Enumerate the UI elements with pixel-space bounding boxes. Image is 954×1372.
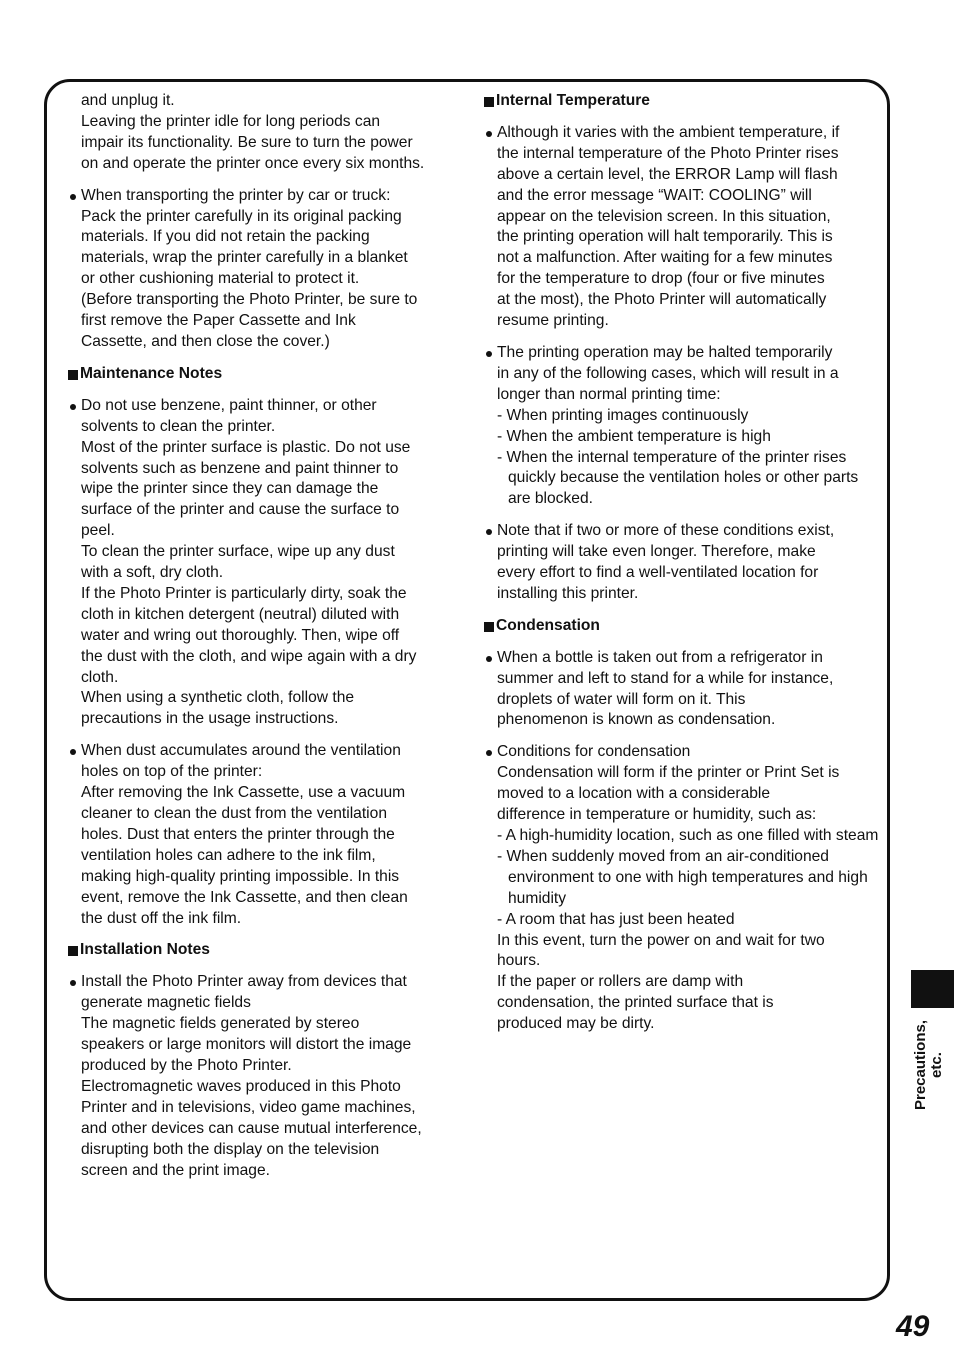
maintenance-bullet-dust bbox=[66, 741, 464, 929]
text-line: produced may be dirty. bbox=[497, 1015, 655, 1033]
temperature-bullet-note bbox=[482, 521, 880, 605]
internal-temperature-heading: Internal Temperature bbox=[482, 91, 880, 112]
text-line: not a malfunction. After waiting for a few minutes bbox=[497, 249, 833, 267]
text-line: When transporting the printer by car or truck: bbox=[81, 186, 391, 204]
case-item: - When the ambient temperature is high bbox=[497, 427, 771, 445]
section-tab-line-2: etc. bbox=[928, 1052, 945, 1078]
text-line: the dust with the cloth, and wipe again with a dry bbox=[81, 647, 417, 665]
text-line: installing this printer. bbox=[497, 584, 639, 602]
text-line: surface of the printer and cause the surface to bbox=[81, 501, 400, 519]
case-item: - A high-humidity location, such as one filled with steam bbox=[497, 827, 879, 844]
case-item: - When printing images continuously bbox=[497, 406, 749, 424]
text-line: Printer and in televisions, video game machines, bbox=[81, 1098, 416, 1116]
text-line: Cassette, and then close the cover.) bbox=[81, 332, 330, 350]
section-tab-marker bbox=[911, 970, 954, 1008]
text-line: difference in temperature or humidity, such as: bbox=[497, 806, 817, 824]
maintenance-bullet-solvents bbox=[66, 396, 464, 731]
text-line: produced by the Photo Printer. bbox=[81, 1056, 292, 1074]
text-line: If the Photo Printer is particularly dirty, soak the bbox=[81, 584, 407, 602]
text-line: and unplug it. bbox=[81, 92, 175, 109]
text-line: Note that if two or more of these conditions exist, bbox=[497, 522, 835, 540]
text-line: moved to a location with a considerable bbox=[497, 785, 771, 803]
intro-paragraph bbox=[66, 91, 464, 175]
installation-bullet bbox=[66, 972, 464, 1181]
text-line: (Before transporting the Photo Printer, be sure to bbox=[81, 291, 418, 309]
text-line: precautions in the usage instructions. bbox=[81, 710, 339, 728]
section-tab-label bbox=[906, 1010, 952, 1120]
text-line: The magnetic fields generated by stereo bbox=[81, 1015, 360, 1033]
text-line: resume printing. bbox=[497, 312, 609, 330]
text-line: The printing operation may be halted temporarily bbox=[497, 343, 833, 361]
text-line: hours. bbox=[497, 952, 541, 970]
text-line: water and wring out thoroughly. Then, wipe off bbox=[81, 626, 400, 644]
text-line: holes on top of the printer: bbox=[81, 763, 263, 781]
text-line: impair its functionality. Be sure to turn the power bbox=[81, 133, 413, 151]
text-line: every effort to find a well-ventilated location for bbox=[497, 564, 819, 582]
case-item: - When the internal temperature of the printer rises quickly because the ventilation holes or other parts are blocked. bbox=[497, 448, 859, 508]
text-line: Leaving the printer idle for long periods can bbox=[81, 112, 381, 130]
text-line: cloth in kitchen detergent (neutral) diluted with bbox=[81, 605, 400, 623]
text-line: After removing the Ink Cassette, use a vacuum bbox=[81, 784, 406, 802]
condensation-bullet-bottle bbox=[482, 648, 880, 732]
text-line: To clean the printer surface, wipe up any dust bbox=[81, 543, 395, 561]
condensation-bullet-conditions bbox=[482, 742, 880, 1035]
temperature-bullet-halted bbox=[482, 343, 880, 510]
text-line: Conditions for condensation bbox=[497, 743, 691, 761]
text-line: Although it varies with the ambient temperature, if bbox=[497, 123, 840, 141]
text-line: screen and the print image. bbox=[81, 1161, 270, 1179]
case-item: - A room that has just been heated bbox=[497, 910, 735, 928]
text-line: for the temperature to drop (four or five minutes bbox=[497, 270, 825, 288]
text-line: speakers or large monitors will distort the image bbox=[81, 1036, 412, 1054]
installation-heading: Installation Notes bbox=[66, 940, 464, 961]
section-tab-text bbox=[913, 1020, 945, 1110]
maintenance-heading: Maintenance Notes bbox=[66, 364, 464, 385]
text-line: event, remove the Ink Cassette, and then clean bbox=[81, 888, 408, 906]
left-column bbox=[66, 91, 464, 1192]
text-line: Install the Photo Printer away from devices that bbox=[81, 973, 407, 991]
text-line: wipe the printer since they can damage the bbox=[81, 480, 379, 498]
text-line: the dust off the ink film. bbox=[81, 909, 242, 927]
temperature-bullet-cooling bbox=[482, 123, 880, 332]
text-line: solvents such as benzene and paint thinner to bbox=[81, 459, 399, 477]
text-line: ventilation holes can adhere to the ink film, bbox=[81, 846, 376, 864]
case-item: - When suddenly moved from an air-conditioned environment to one with high temperatures and high humidity bbox=[497, 847, 868, 907]
section-tab-line-1: Precautions, bbox=[912, 1019, 929, 1111]
text-line: generate magnetic fields bbox=[81, 994, 251, 1012]
text-line: or other cushioning material to protect it. bbox=[81, 270, 360, 288]
text-line: at the most), the Photo Printer will automatically bbox=[497, 291, 827, 309]
text-line: and other devices can cause mutual interference, bbox=[81, 1119, 422, 1137]
text-line: disrupting both the display on the television bbox=[81, 1140, 380, 1158]
transport-bullet bbox=[66, 186, 464, 353]
text-line: When dust accumulates around the ventilation bbox=[81, 742, 401, 760]
text-line: materials. If you did not retain the packing bbox=[81, 228, 370, 246]
text-line: droplets of water will form on it. This bbox=[497, 690, 746, 708]
text-line: appear on the television screen. In this situation, bbox=[497, 207, 831, 225]
text-line: and the error message “WAIT: COOLING” will bbox=[497, 186, 812, 204]
page-number: 49 bbox=[896, 1310, 930, 1343]
text-line: Electromagnetic waves produced in this Photo bbox=[81, 1077, 401, 1095]
text-line: longer than normal printing time: bbox=[497, 385, 721, 403]
text-line: When a bottle is taken out from a refrigerator in bbox=[497, 648, 823, 666]
text-line: in any of the following cases, which will result in a bbox=[497, 364, 839, 382]
text-line: Pack the printer carefully in its original packing bbox=[81, 207, 402, 225]
right-column bbox=[482, 91, 880, 1046]
text-line: solvents to clean the printer. bbox=[81, 417, 276, 435]
text-line: making high-quality printing impossible. In this bbox=[81, 867, 400, 885]
text-line: holes. Dust that enters the printer through the bbox=[81, 825, 395, 843]
text-line: In this event, turn the power on and wait for two bbox=[497, 931, 825, 949]
text-line: When using a synthetic cloth, follow the bbox=[81, 689, 355, 707]
text-line: phenomenon is known as condensation. bbox=[497, 711, 776, 729]
text-line: materials, wrap the printer carefully in a blanket bbox=[81, 249, 408, 267]
text-line: the printing operation will halt temporarily. This is bbox=[497, 228, 833, 246]
condensation-heading: Condensation bbox=[482, 616, 880, 637]
text-line: above a certain level, the ERROR Lamp will flash bbox=[497, 165, 838, 183]
text-line: cleaner to clean the dust from the ventilation bbox=[81, 805, 387, 822]
text-line: Most of the printer surface is plastic. Do not use bbox=[81, 438, 411, 456]
text-line: Condensation will form if the printer or Print Set is bbox=[497, 764, 840, 782]
text-line: condensation, the printed surface that is bbox=[497, 994, 774, 1012]
text-line: Do not use benzene, paint thinner, or other bbox=[81, 396, 377, 414]
text-line: peel. bbox=[81, 522, 115, 540]
text-line: printing will take even longer. Therefore, make bbox=[497, 543, 816, 561]
text-line: summer and left to stand for a while for instance, bbox=[497, 669, 834, 687]
text-line: If the paper or rollers are damp with bbox=[497, 973, 744, 991]
text-line: cloth. bbox=[81, 668, 119, 686]
text-line: on and operate the printer once every six months. bbox=[81, 154, 425, 172]
text-line: the internal temperature of the Photo Printer rises bbox=[497, 144, 839, 162]
text-line: with a soft, dry cloth. bbox=[81, 564, 224, 582]
text-line: first remove the Paper Cassette and Ink bbox=[81, 312, 356, 330]
